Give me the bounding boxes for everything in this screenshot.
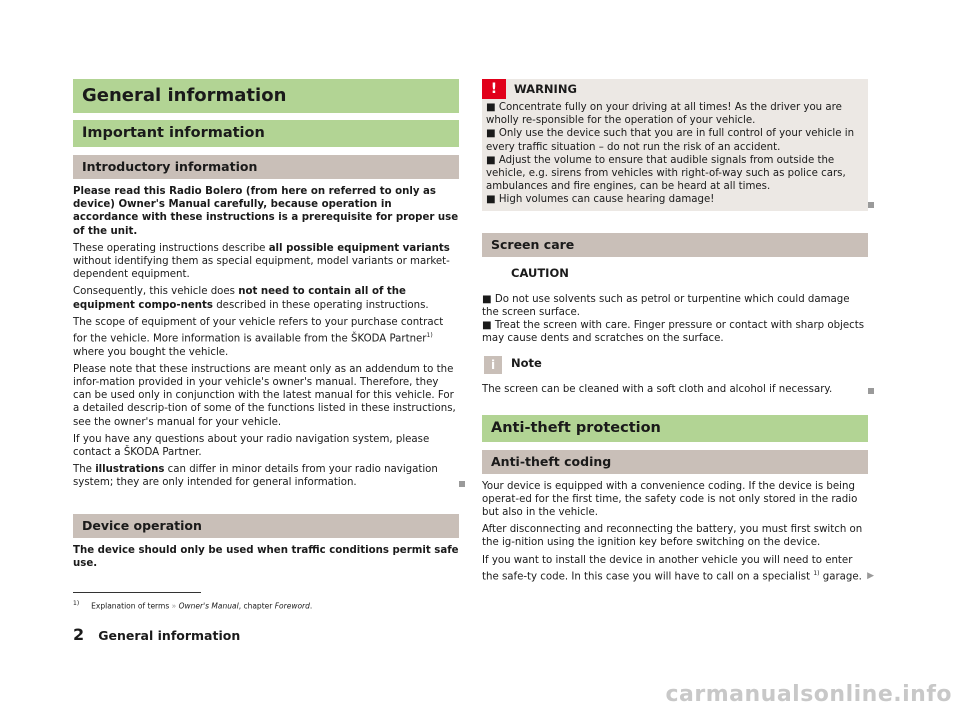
warning-box	[482, 79, 868, 211]
warning-item: ■ Concentrate fully on your driving at all times! As the driver you are wholly re-sponsible for the operation of your vehicle.	[486, 102, 842, 127]
page-number: 2	[73, 625, 85, 644]
subsection-heading-device: Device operation	[73, 514, 459, 538]
warning-item: ■ High volumes can cause hearing damage!	[486, 194, 715, 206]
section-end-marker	[459, 481, 465, 487]
intro-paragraph: Please read this Radio Bolero (from here on referred to only as device) Owner's Manual carefully, because operation in accordance with these instructions is a prerequisite for proper use of the unit.	[73, 186, 459, 237]
caution-title: CAUTION	[511, 265, 569, 280]
note-title: Note	[511, 356, 542, 371]
warning-item: ■ Only use the device such that you are in full control of your vehicle in every traffic situation – do not run the risk of an accident.	[486, 128, 855, 153]
coding-paragraph: If you want to install the device in another vehicle you will need to enter the safe-ty code. In this case you will have to call on a specialist $^{1)}$ garage. ▶	[482, 554, 874, 583]
footnote-rule	[73, 592, 201, 593]
note-text: The screen can be cleaned with a soft cloth and alcohol if necessary.	[482, 383, 868, 396]
paragraph-components: Consequently, this vehicle does not need to contain all of the equipment compo-nents described in these operating instructions.	[73, 286, 429, 311]
caution-item: ■ Treat the screen with care. Finger pressure or contact with sharp objects may cause dents and scratches on the surface.	[482, 320, 865, 345]
paragraph-addendum: Please note that these instructions are meant only as an addendum to the infor-mation provided in your vehicle's owner's manual. Therefore, they can be used only in conjunction with the latest manual for this vehicle. For a detailed descrip-tion of some of the functions listed in these instructions, see the owner's manual for your vehicle.	[73, 363, 456, 428]
caution-item: ■ Do not use solvents such as petrol or turpentine which could damage the screen surface.	[482, 293, 850, 318]
coding-paragraph: After disconnecting and reconnecting the battery, you must first switch on the ig-nition using the ignition key before switching on the device.	[482, 524, 863, 549]
coding-paragraph: Your device is equipped with a convenience coding. If the device is being operat-ed for the first time, the safety code is not only stored in the radio but also in the vehicle.	[482, 480, 858, 519]
warning-item: ■ Adjust the volume to ensure that audible signals from outside the vehicle, e.g. sirens from vehicles with right-of-way such as police cars, ambulances and fire engines, can be heard at all times.	[486, 154, 846, 193]
section-heading-important: Important information	[73, 120, 459, 147]
page-footer	[73, 625, 241, 644]
paragraph-questions: If you have any questions about your radio navigation system, please contact a ŠKODA Partner.	[73, 433, 430, 459]
page-section-label: General information	[98, 628, 241, 643]
footnote: $^{1)}$ Explanation of terms » Owner's Manual, chapter Foreword.	[73, 600, 313, 611]
warning-title: WARNING	[514, 82, 577, 96]
left-column	[73, 79, 459, 574]
warning-icon: !	[482, 79, 506, 99]
caution-header	[482, 265, 868, 287]
paragraph-illustrations: The illustrations can differ in minor details from your radio navigation system; they are only intended for general information.	[73, 463, 459, 489]
note-icon: i	[484, 356, 502, 374]
paragraph-variants: These operating instructions describe all possible equipment variants without identifying them as special equipment, model variants or market-dependent equipment.	[73, 242, 450, 281]
watermark: carmanualsonline.info	[665, 681, 952, 707]
subsection-heading-intro: Introductory information	[73, 155, 459, 179]
subsection-heading-antitheft-coding: Anti-theft coding	[482, 450, 868, 474]
section-end-marker	[868, 202, 874, 208]
continue-arrow-icon: ▶	[867, 571, 874, 582]
section-end-marker	[868, 388, 874, 394]
paragraph-scope: The scope of equipment of your vehicle refers to your purchase contract for the vehicle. More information is available from the ŠKODA Partner$^{1)}$ where you bought the vehicle.	[73, 316, 444, 358]
subsection-heading-screen-care: Screen care	[482, 233, 868, 257]
note-header	[482, 355, 868, 377]
section-heading-antitheft: Anti-theft protection	[482, 415, 868, 442]
right-column	[482, 79, 874, 587]
device-operation-text: The device should only be used when traffic conditions permit safe use.	[73, 544, 459, 569]
chapter-heading: General information	[73, 79, 459, 113]
